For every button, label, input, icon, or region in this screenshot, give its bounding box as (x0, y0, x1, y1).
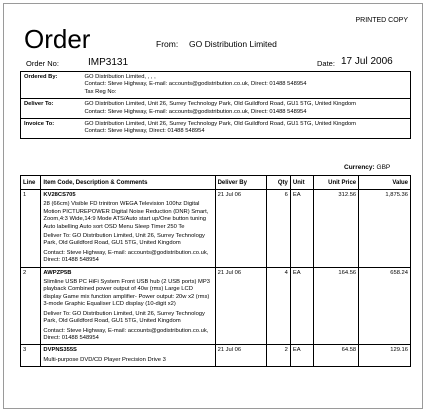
date-label: Date: (317, 59, 335, 68)
tax-reg-no: Tax Reg No: (84, 88, 117, 95)
table-row (21, 267, 411, 345)
col-header-qty: Qty (267, 176, 291, 190)
col-header-line: Line (21, 176, 41, 190)
deliver-to-contact: Contact: Steve Highway, E-mail: accounts@godistribution.co.uk, Direct: 01488 548954 (84, 108, 307, 115)
document-title: Order (24, 24, 91, 54)
item-code: KV28CS705 (43, 192, 76, 198)
item-qty: 2 (267, 345, 291, 367)
date-value: 17 Jul 2006 (341, 56, 393, 67)
item-description-cell (41, 190, 215, 268)
ordered-by-company: GO Distribution Limited, , , , (84, 74, 156, 80)
deliver-to-address: GO Distribution Limited, Unit 26, Surrey Technology Park, Old Guildford Road, GU1 5TG, United Kingdom (84, 101, 357, 108)
item-unit-price: 164.56 (314, 267, 359, 345)
col-header-unit-price: Unit Price (314, 176, 359, 190)
item-deliver-to: Deliver To: GO Distribution Limited, Unit 26, Surrey Technology Park, Old Guildford Road, GU1 5TG, United Kingdom (43, 233, 205, 247)
invoice-to-address: GO Distribution Limited, Unit 26, Surrey Technology Park, Old Guildford Road, GU1 5TG, United Kingdom (84, 121, 357, 128)
item-value: 129.16 (359, 345, 411, 367)
currency-value: GBP (376, 164, 391, 171)
line-number: 3 (21, 345, 41, 367)
line-number: 1 (21, 190, 41, 268)
item-contact: Contact: Steve Highway, E-mail: accounts@godistribution.co.uk, Direct: 01488 548954 (43, 327, 209, 341)
printed-copy-label: PRINTED COPY (355, 17, 408, 24)
currency-line (344, 164, 390, 171)
item-description-cell (41, 345, 215, 367)
item-deliver-by: 21 Jul 06 (215, 267, 267, 345)
item-value: 1,875.36 (359, 190, 411, 268)
item-deliver-by: 21 Jul 06 (215, 345, 267, 367)
ordered-by-label: Ordered By: (21, 72, 85, 99)
item-unit: EA (290, 267, 314, 345)
col-header-deliver-by: Deliver By (215, 176, 267, 190)
item-value: 658.24 (359, 267, 411, 345)
line-number: 2 (21, 267, 41, 345)
item-qty: 4 (267, 267, 291, 345)
from-label: From: (156, 39, 179, 49)
item-qty: 6 (267, 190, 291, 268)
order-items-table (20, 175, 411, 367)
item-description: 28 (66cm) Visible FD trinitron WEGA Television 100hz Digital Motion PICTUREPOWER Digital Noise Reduction (DNR) Smart, Zoom,4:3 Wide,14:9 Mode ATS/Auto start up/One button tuning Auto labelling Auto sort OSD Menu Sleep Timer 250 Te (43, 201, 209, 230)
col-header-value: Value (359, 176, 411, 190)
ordered-by-contact: Contact: Steve Highway, E-mail: accounts@godistribution.co.uk, Direct: 01488 548954 (84, 81, 307, 88)
ordered-by-value (85, 72, 411, 99)
invoice-to-row (21, 119, 411, 139)
address-info-table (20, 71, 411, 139)
deliver-to-label: Deliver To: (21, 99, 85, 119)
order-no-label: Order No: (26, 59, 59, 68)
item-deliver-to: Deliver To: GO Distribution Limited, Unit 26, Surrey Technology Park, Old Guildford Road, GU1 5TG, United Kingdom (43, 310, 205, 325)
deliver-to-value (85, 99, 411, 119)
table-row (21, 345, 411, 367)
item-description: Multi-purpose DVD/CD Player Precision Drive 3 (43, 356, 166, 363)
order-document (3, 3, 423, 409)
deliver-to-row (21, 99, 411, 119)
items-header-row (21, 176, 411, 190)
item-code: AWPZP5B (43, 269, 72, 276)
item-description-cell (41, 267, 215, 345)
item-unit: EA (290, 190, 314, 268)
item-code: DVPNS355S (43, 347, 77, 354)
col-header-description: Item Code, Description & Comments (41, 176, 215, 190)
invoice-to-value (85, 119, 411, 139)
item-unit: EA (290, 345, 314, 367)
col-header-unit: Unit (290, 176, 314, 190)
ordered-by-row (21, 72, 411, 99)
currency-label: Currency: (344, 164, 375, 171)
order-no-value: IMP3131 (88, 57, 129, 68)
invoice-to-label: Invoice To: (21, 119, 85, 139)
invoice-to-contact: Contact: Steve Highway, Direct: 01488 548954 (84, 128, 205, 135)
item-deliver-by: 21 Jul 06 (215, 190, 267, 268)
from-value: GO Distribution Limited (189, 39, 277, 49)
item-unit-price: 312.56 (314, 190, 359, 268)
item-contact: Contact: Steve Highway, E-mail: accounts@godistribution.co.uk, Direct: 01488 548954 (43, 249, 209, 264)
table-row (21, 190, 411, 268)
item-unit-price: 64.58 (314, 345, 359, 367)
item-description: Slimline USB PC HiFi System Front USB hub (2 USB ports) MP3 playback Combined power output of 40w (rms) Large LCD display Game mix function amplifier- Power output: 20w x2 (rms) 3-mode Graphic Equaliser LCD display (10-digit x2) (43, 279, 210, 308)
